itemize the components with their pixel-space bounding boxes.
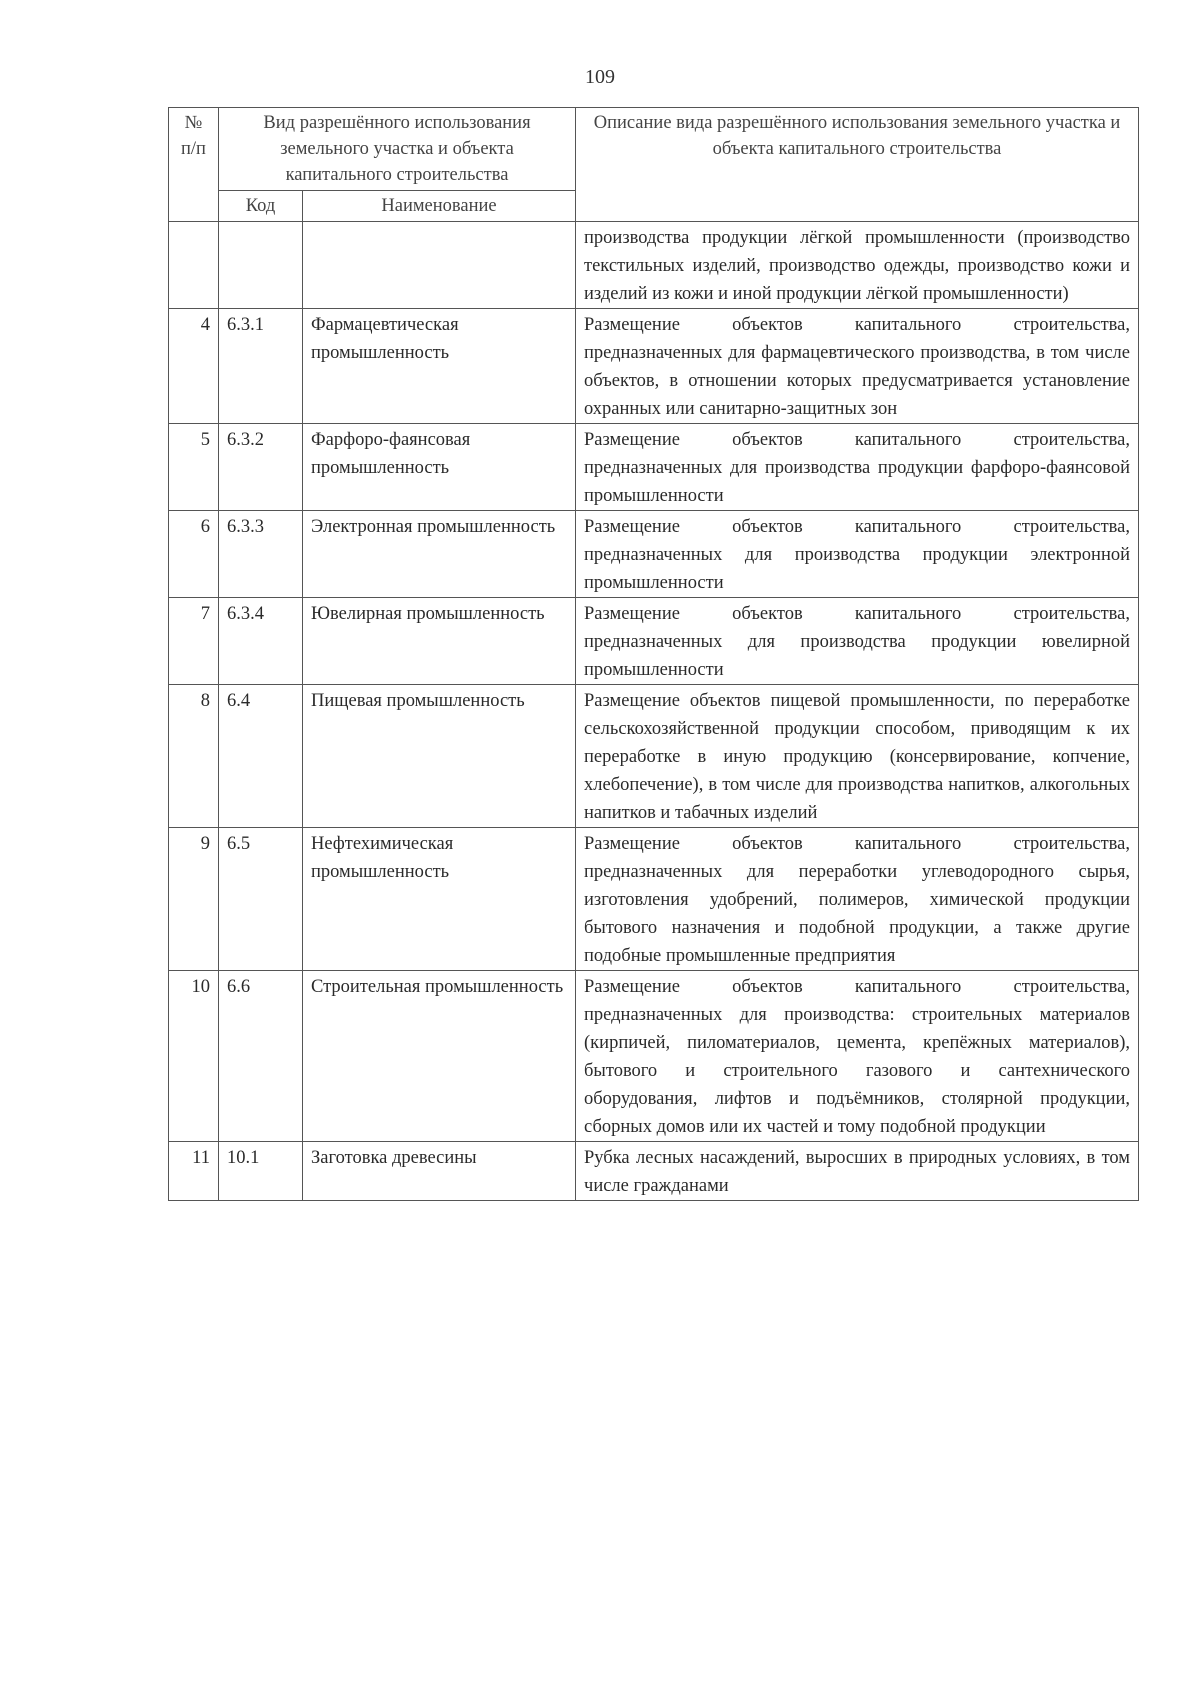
table-row (169, 598, 1139, 685)
row-number: 8 (169, 685, 219, 828)
row-description: производства продукции лёгкой промышленности (производство текстильных изделий, производство одежды, производство кожи и изделий из кожи и иной продукции лёгкой промышленности) (576, 222, 1139, 309)
table-row (169, 222, 1139, 309)
row-description: Размещение объектов пищевой промышленности, по переработке сельскохозяйственной продукции способом, приводящим к их переработке в иную продукцию (консервирование, копчение, хлебопечение), в том числе для производства напитков, алкогольных напитков и табачных изделий (576, 685, 1139, 828)
row-number: 4 (169, 309, 219, 424)
row-name: Электронная промышленность (303, 511, 576, 598)
header-code: Код (219, 191, 303, 222)
row-number (169, 222, 219, 309)
table-row (169, 685, 1139, 828)
row-code (219, 222, 303, 309)
row-name: Строительная промышленность (303, 971, 576, 1142)
row-code: 6.3.1 (219, 309, 303, 424)
row-description: Размещение объектов капитального строительства, предназначенных для производства продукции фарфоро-фаянсовой промышленности (576, 424, 1139, 511)
row-name (303, 222, 576, 309)
land-use-table (168, 107, 1139, 1201)
table-row (169, 971, 1139, 1142)
row-number: 10 (169, 971, 219, 1142)
header-name: Наименование (303, 191, 576, 222)
row-name: Нефтехимическая промышленность (303, 828, 576, 971)
row-code: 10.1 (219, 1142, 303, 1201)
table-row (169, 511, 1139, 598)
row-name: Фарфоро-фаянсовая промышленность (303, 424, 576, 511)
row-description: Размещение объектов капитального строительства, предназначенных для производства продукции электронной промышленности (576, 511, 1139, 598)
row-description: Рубка лесных насаждений, выросших в природных условиях, в том числе гражданами (576, 1142, 1139, 1201)
table-row (169, 1142, 1139, 1201)
row-name: Пищевая промышленность (303, 685, 576, 828)
row-number: 6 (169, 511, 219, 598)
row-name: Ювелирная промышленность (303, 598, 576, 685)
row-code: 6.3.3 (219, 511, 303, 598)
row-name: Фармацевтическая промышленность (303, 309, 576, 424)
table-row (169, 424, 1139, 511)
row-description: Размещение объектов капитального строительства, предназначенных для фармацевтического производства, в том числе объектов, в отношении которых предусматривается установление охранных или санитарно-защитных зон (576, 309, 1139, 424)
row-code: 6.3.4 (219, 598, 303, 685)
table-row (169, 309, 1139, 424)
row-code: 6.5 (219, 828, 303, 971)
header-use-type-group: Вид разрешённого использования земельного участка и объекта капитального строительства (219, 108, 576, 191)
header-number: № п/п (169, 108, 219, 222)
table-body (169, 222, 1139, 1201)
page-number: 109 (585, 66, 615, 88)
row-description: Размещение объектов капитального строительства, предназначенных для производства продукции ювелирной промышленности (576, 598, 1139, 685)
row-number: 11 (169, 1142, 219, 1201)
row-description: Размещение объектов капитального строительства, предназначенных для производства: строительных материалов (кирпичей, пиломатериалов, цемента, крепёжных материалов), бытового и строительного газового и сантехнического оборудования, лифтов и подъёмников, столярной продукции, сборных домов или их частей и тому подобной продукции (576, 971, 1139, 1142)
header-description: Описание вида разрешённого использования земельного участка и объекта капитального строительства (576, 108, 1139, 222)
row-description: Размещение объектов капитального строительства, предназначенных для переработки углеводородного сырья, изготовления удобрений, полимеров, химической продукции бытового назначения и подобной продукции, а также другие подобные промышленные предприятия (576, 828, 1139, 971)
row-code: 6.4 (219, 685, 303, 828)
row-code: 6.6 (219, 971, 303, 1142)
row-number: 5 (169, 424, 219, 511)
row-number: 9 (169, 828, 219, 971)
table-header (169, 108, 1139, 222)
table-row (169, 828, 1139, 971)
row-name: Заготовка древесины (303, 1142, 576, 1201)
row-code: 6.3.2 (219, 424, 303, 511)
row-number: 7 (169, 598, 219, 685)
